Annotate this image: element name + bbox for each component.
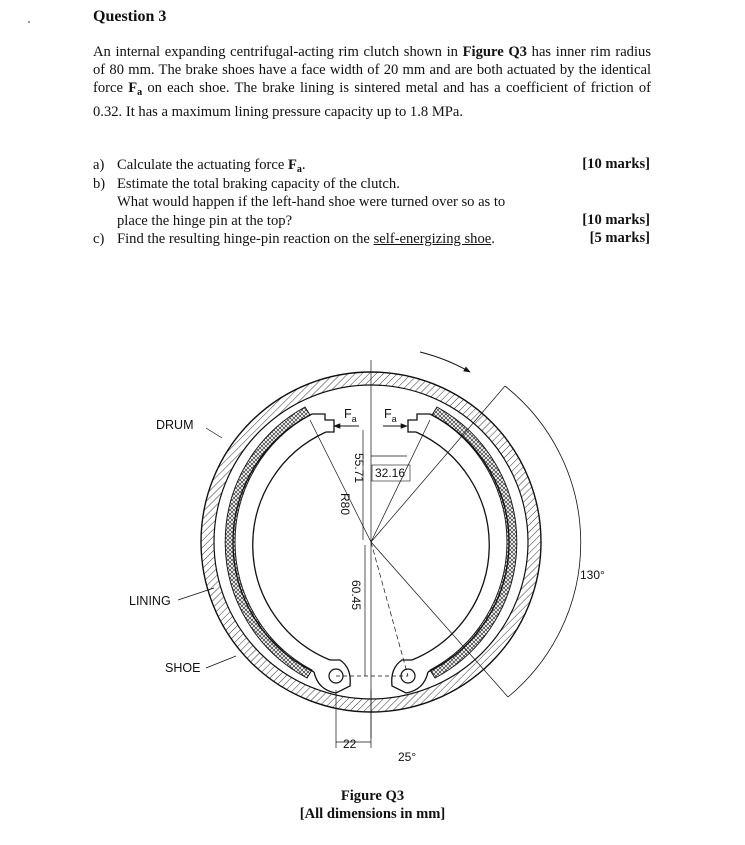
part-b-text-2: What would happen if the left-hand shoe were turned over so as to xyxy=(117,194,506,210)
part-a-text: Calculate the actuating force $F_a$. xyxy=(117,157,306,175)
figure-reference: Figure Q3 xyxy=(462,44,527,60)
part-a-marks: [10 marks] xyxy=(582,156,650,172)
fa-left-label: $F_a$ xyxy=(344,407,357,424)
rotation-arrow xyxy=(420,352,470,372)
shoe-label: SHOE xyxy=(165,661,201,675)
part-c-text: Find the resulting hinge-pin reaction on the self-energizing shoe. xyxy=(117,231,495,247)
underlined-term: self-energizing shoe xyxy=(373,231,492,247)
figure-caption-units: [All dimensions in mm] xyxy=(299,806,446,822)
part-a-label: a) xyxy=(93,157,105,173)
angle-130-label: 130° xyxy=(580,568,605,582)
part-b-marks: [10 marks] xyxy=(582,212,650,228)
part-b-text-1: Estimate the total braking capacity of the clutch. xyxy=(117,176,400,192)
fa-right-label: $F_a$ xyxy=(384,407,397,424)
intro-text-3: on each shoe. The brake lining is sintered metal and has a coefficient of friction of 0.32. It has a maximum lining pressure capacity up to 1.8 MPa. xyxy=(93,80,651,120)
dim-32-16: 32.16 xyxy=(375,466,406,480)
part-c-label: c) xyxy=(93,231,105,247)
intro-text-1: An internal expanding centrifugal-acting rim clutch shown in xyxy=(93,44,463,60)
dim-60-45: 60.45 xyxy=(349,580,363,611)
part-c-marks: [5 marks] xyxy=(589,230,650,246)
dim-55-71: 55.71 xyxy=(352,453,366,484)
drum-label: DRUM xyxy=(156,418,194,432)
dim-22: 22 xyxy=(343,737,357,751)
radius-label: R80 xyxy=(338,493,352,516)
part-b-text-3: place the hinge pin at the top? xyxy=(117,213,293,229)
intro-text-2: has inner rim radius of 80 mm. The brake shoes have a face width of 20 mm and are both actuated by the identical force xyxy=(93,44,651,97)
angle-25-label: 25° xyxy=(398,750,417,764)
figure-caption: Figure Q3 xyxy=(340,788,405,804)
lining-label: LINING xyxy=(129,594,171,608)
force-symbol: $F_a$ xyxy=(128,80,143,99)
part-b-label: b) xyxy=(93,176,106,192)
question-title: Question 3 xyxy=(93,8,167,25)
